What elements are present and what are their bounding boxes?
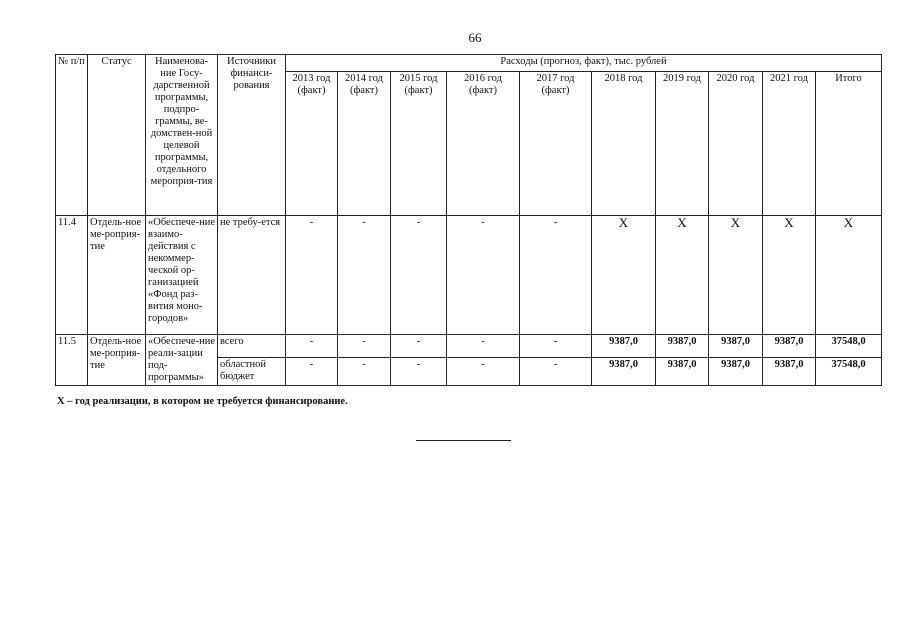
cell-value: X <box>763 216 816 335</box>
table-row-11-4 <box>56 216 882 335</box>
header-expenses: Расходы (прогноз, факт), тыс. рублей <box>286 55 882 72</box>
cell-source: областной бюджет <box>218 358 286 386</box>
cell-value: - <box>391 335 447 358</box>
cell-value: - <box>520 335 592 358</box>
cell-status: Отдель-ное ме-роприя-тие <box>88 335 146 386</box>
header-year: 2019 год <box>656 72 709 216</box>
header-total: Итого <box>816 72 882 216</box>
cell-source: всего <box>218 335 286 358</box>
header-year: 2014 год (факт) <box>338 72 391 216</box>
cell-value: 9387,0 <box>709 358 763 386</box>
end-rule <box>416 440 511 441</box>
cell-value: - <box>286 216 338 335</box>
cell-value: X <box>816 216 882 335</box>
header-no: № п/п <box>56 55 88 216</box>
cell-value: - <box>286 358 338 386</box>
cell-no: 11.4 <box>56 216 88 335</box>
cell-value: - <box>338 335 391 358</box>
cell-value: X <box>656 216 709 335</box>
cell-value: 9387,0 <box>656 335 709 358</box>
header-row-1 <box>56 55 882 72</box>
header-source: Источники финанси-рования <box>218 55 286 216</box>
cell-value: 9387,0 <box>709 335 763 358</box>
table-row-11-5-total <box>56 335 882 358</box>
cell-no: 11.5 <box>56 335 88 386</box>
header-year: 2016 год (факт) <box>447 72 520 216</box>
cell-value: 9387,0 <box>656 358 709 386</box>
cell-name: «Обеспече-ние реали-зации под-программы» <box>146 335 218 386</box>
cell-value: 9387,0 <box>763 335 816 358</box>
cell-value: X <box>592 216 656 335</box>
header-year: 2020 год <box>709 72 763 216</box>
cell-value: - <box>338 358 391 386</box>
cell-value: - <box>447 335 520 358</box>
cell-value: 37548,0 <box>816 335 882 358</box>
cell-value: - <box>286 335 338 358</box>
header-year: 2013 год (факт) <box>286 72 338 216</box>
cell-value: 9387,0 <box>763 358 816 386</box>
budget-table <box>55 54 882 386</box>
cell-value: 9387,0 <box>592 335 656 358</box>
header-year: 2017 год (факт) <box>520 72 592 216</box>
header-year: 2015 год (факт) <box>391 72 447 216</box>
cell-value: 37548,0 <box>816 358 882 386</box>
footnote: Х – год реализации, в котором не требуется финансирование. <box>57 396 348 407</box>
cell-value: - <box>520 358 592 386</box>
cell-value: - <box>391 358 447 386</box>
cell-value: 9387,0 <box>592 358 656 386</box>
cell-source: не требу-ется <box>218 216 286 335</box>
header-year: 2018 год <box>592 72 656 216</box>
cell-value: X <box>709 216 763 335</box>
header-name: Наименова-ние Госу-дарственной программы, подпро-граммы, ве-домствен-ной целевой программы, отдельного мероприя-тия <box>146 55 218 216</box>
cell-value: - <box>447 216 520 335</box>
cell-value: - <box>391 216 447 335</box>
header-year: 2021 год <box>763 72 816 216</box>
cell-status: Отдель-ное ме-роприя-тие <box>88 216 146 335</box>
cell-value: - <box>520 216 592 335</box>
header-status: Статус <box>88 55 146 216</box>
cell-value: - <box>338 216 391 335</box>
page-number: 66 <box>468 30 482 45</box>
cell-name: «Обеспече-ние взаимо-действия с некоммер-ческой ор-ганизацией «Фонд раз-вития моно-городов» <box>146 216 218 335</box>
cell-value: - <box>447 358 520 386</box>
